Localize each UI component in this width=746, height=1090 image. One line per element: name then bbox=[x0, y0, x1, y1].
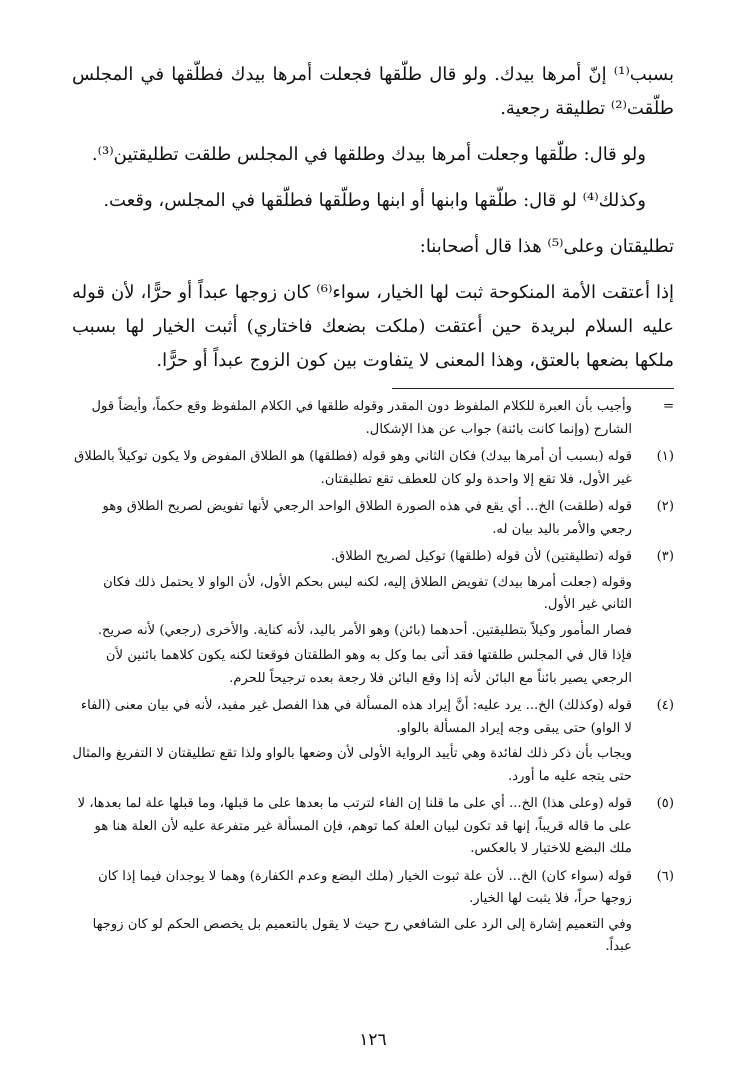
main-paragraph-3: وكذلك⁽⁴⁾ لو قال: طلّقها وابنها أو ابنها وطلّقها فطلّقها في المجلس، وقعت. bbox=[103, 190, 646, 211]
footnote-text: قوله (تطليقتين) لأن قوله (طلقها) توكيل لصريح الطلاق. bbox=[330, 549, 632, 564]
footnote-text: فإذا قال في المجلس طلقتها فقد أتى بما وكل به وهو الطلقتان فوقعتا لكنه يكون كلاهما بائنين لأن الرجعي يصير بائناً مع البائن لأنه إذا وقع البائن فلا رجعة بعده ترجيحاً للحرم. bbox=[105, 648, 632, 686]
footnote-2 bbox=[70, 496, 674, 541]
footnote-number: = bbox=[662, 399, 674, 414]
footnote-1 bbox=[70, 446, 674, 491]
main-paragraph-5: إذا أعتقت الأمة المنكوحة ثبت لها الخيار، سواء⁽⁶⁾ كان زوجها عبداً أو حرًّا، لأن قوله عليه السلام لبريدة حين أعتقت (ملكت بضعك فاختاري) أثبت الخيار لها بسبب ملكها بضعها بالعتق، وهذا المعنى لا يتفاوت بين كون الزوج عبداً أو حرًّا. bbox=[72, 282, 674, 371]
footnote-number: (٤) bbox=[656, 698, 674, 713]
footnote-text: قوله (وعلى هذا) الخ... أي على ما قلنا إن الفاء لترتب ما بعدها على ما قبلها، وما قبلها علة لما بعدها، لا على ما قاله قريباً، إنها قد تكون لبيان العلة كما توهم، فإن المسألة غير متفرعة عليه لأن العلة هنا هو ملك البضع للاختيار لا بالعكس. bbox=[77, 796, 632, 856]
footnote-text: ويجاب بأن ذكر ذلك لفائدة وهي تأييد الرواية الأولى لأن وضعها بالواو ولذا تقع تطليقتان لا التفريغ والمثال حتى يتجه عليه ما أورد. bbox=[72, 746, 632, 784]
footnote-text: قوله (وكذلك) الخ... يرد عليه: أنَّ إيراد هذه المسألة في هذا الفصل غير مفيد، لأنه في بيان معنى (الفاء لا الواو) حتى يبقى وجه إيراد المسألة بالواو. bbox=[80, 698, 632, 736]
main-text bbox=[72, 58, 674, 378]
footnote-number: (٢) bbox=[656, 499, 674, 514]
footnote-text: فصار المأمور وكيلاً بتطليقتين. أحدهما (بائن) وهو الأمر باليد، لأنه كناية. والأخرى (رجعي) لأنه صريح. bbox=[97, 622, 632, 638]
footnote-5 bbox=[70, 793, 674, 861]
footnotes bbox=[70, 396, 674, 964]
page-number: ١٢٦ bbox=[359, 1030, 387, 1050]
footnote-3 bbox=[70, 546, 674, 690]
footnote-separator bbox=[392, 388, 674, 389]
footnote-continued bbox=[70, 396, 674, 441]
footnote-text: وفي التعميم إشارة إلى الرد على الشافعي رح حيث لا يقول بالتعميم بل يخصص الحكم لو كان زوجها عبداً. bbox=[92, 916, 632, 954]
footnote-text: قوله (بسبب أن أمرها بيدك) فكان الثاني وهو قوله (فطلقها) هو الطلاق المفوض ولا يكون توكيلاً بالطلاق غير الأول، فلا تقع إلا واحدة ولو كان للعطف تقع تطليقتان. bbox=[74, 449, 632, 487]
main-paragraph-4: تطليقتان وعلى⁽⁵⁾ هذا قال أصحابنا: bbox=[419, 236, 674, 257]
footnote-number: (٣) bbox=[656, 549, 674, 564]
footnote-number: (٥) bbox=[656, 796, 674, 811]
main-paragraph-2: ولو قال: طلّقها وجعلت أمرها بيدك وطلقها في المجلس طلقت تطليقتين⁽³⁾. bbox=[91, 144, 646, 165]
footnote-4 bbox=[70, 695, 674, 788]
footnote-text: وقوله (جعلت أمرها بيدك) تفويض الطلاق إليه، لكنه ليس بحكم الأول، لأن الواو لا يحتمل ذلك فكان الثاني غير الأول. bbox=[103, 574, 632, 612]
footnote-number: (١) bbox=[656, 449, 674, 464]
footnote-text: قوله (طلقت) الخ... أي يقع في هذه الصورة الطلاق الواحد الرجعي لأنها تفويض لصريح الطلاق وهو رجعي والأمر باليد بيان له. bbox=[102, 499, 632, 537]
footnote-6 bbox=[70, 866, 674, 959]
footnote-text: قوله (سواء كان) الخ... لأن علة ثبوت الخيار (ملك البضع وعدم الكفارة) وهما لا يوجدان فيما إذا كان زوجها حراً، فلا يثبت لها الخيار. bbox=[98, 868, 632, 906]
main-paragraph-1: بسبب⁽¹⁾ إنّ أمرها بيدك. ولو قال طلّقها فجعلت أمرها بيدك فطلّقها في المجلس طلّقت⁽²⁾ تطليقة رجعية. bbox=[72, 64, 674, 119]
footnote-number: (٦) bbox=[656, 868, 674, 884]
footnote-text: وأجيب بأن العبرة للكلام الملفوظ دون المقدر وقوله طلقها في الكلام الملفوظ وقع حكماً، وأيضاً قول الشارح (وإنما كانت بائنة) جواب عن هذا الإشكال. bbox=[91, 399, 632, 437]
